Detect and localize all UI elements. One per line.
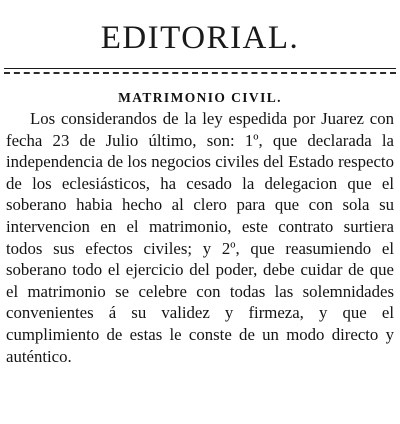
article-heading: MATRIMONIO CIVIL. [118,90,282,105]
masthead-title: EDITORIAL. [100,20,300,56]
masthead-rule [4,68,396,76]
masthead-rule-solid [4,68,396,69]
masthead-rule-dashed [4,72,396,74]
article-body: Los considerandos de la ley espedida por Juarez con fecha 23 de Julio último, son: 1º, que declarada la independencia de los negocios civiles del Estado respecto de los eclesiásticos, ha cesado la delegacion que el soberano habia hecho al clero para que con sola su intervencion en el matrimonio, este contrato surtiera todos sus efectos civiles; y 2º, que reasumiendo el soberano todo el ejercicio del poder, debe cuidar de que el matrimonio se celebre con todas las solemnidades convenientes á su validez y firmeza, y que el cumplimiento de estas le conste de un modo directo y auténtico. [6,109,394,366]
